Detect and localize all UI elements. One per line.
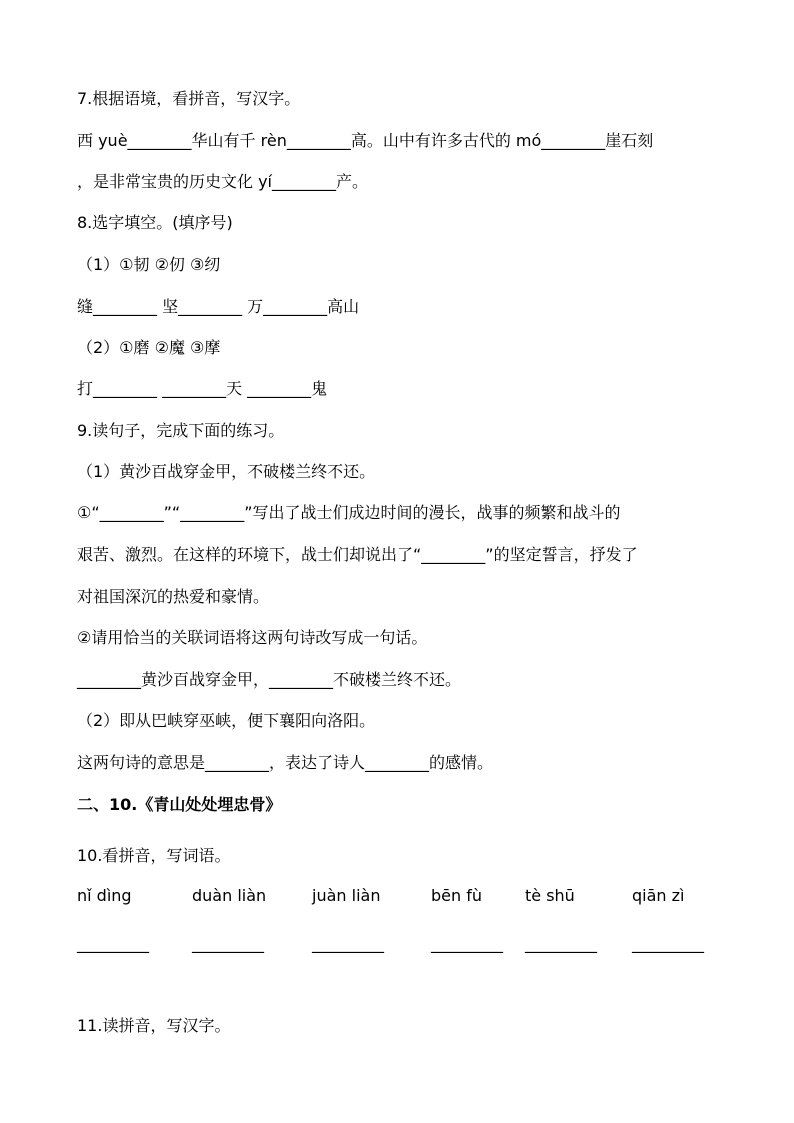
answer-blank[interactable]: _________ [525, 934, 597, 953]
q9-sentence-1: （1）黄沙百战穿金甲，不破楼兰终不还。 [77, 462, 376, 481]
q9-s1-question2: ②请用恰当的关联词语将这两句诗改写成一句话。 [77, 628, 428, 647]
pinyin-item: bēn fù [431, 886, 482, 905]
q8-group2-blanks: 打________ ________天 ________鬼 [77, 379, 328, 398]
q9-s1-question1-line1: ①“________”“________”写出了战士们成边时间的漫长，战事的频繁和战斗的 [77, 503, 621, 522]
q7-line-1: 西 yuè________华山有千 rèn________高。山中有许多古代的 mó________崖石刻 [77, 131, 654, 150]
pinyin-item: tè shū [525, 886, 575, 905]
q9-s1-question2-blank: ________黄沙百战穿金甲，________不破楼兰终不还。 [77, 670, 462, 689]
q10-title: 10.看拼音，写词语。 [77, 846, 231, 865]
pinyin-item: qiān zì [632, 886, 685, 905]
q9-sentence-2: （2）即从巴峡穿巫峡，便下襄阳向洛阳。 [77, 711, 376, 730]
q7-line-2: ，是非常宝贵的历史文化 yí________产。 [77, 172, 369, 191]
q8-group1-blanks: 缝________ 坚________ 万________高山 [77, 297, 360, 316]
q8-group2-options: （2）①磨 ②魔 ③摩 [77, 338, 221, 357]
pinyin-item: duàn liàn [192, 886, 267, 905]
answer-blank[interactable]: _________ [431, 934, 503, 953]
section-2-heading: 二、10.《青山处处埋忠骨》 [77, 795, 282, 814]
q11-title: 11.读拼音，写汉字。 [77, 1016, 231, 1035]
pinyin-item: nǐ dìng [77, 886, 132, 905]
q9-s1-question1-line2: 艰苦、激烈。在这样的环境下，战士们却说出了“________”的坚定誓言，抒发了 [77, 545, 638, 564]
pinyin-item: juàn liàn [312, 886, 381, 905]
answer-blank[interactable]: _________ [312, 934, 384, 953]
q7-title: 7.根据语境，看拼音，写汉字。 [77, 89, 301, 108]
answer-blank[interactable]: _________ [632, 934, 704, 953]
answer-blank[interactable]: _________ [77, 934, 149, 953]
q8-group1-options: （1）①韧 ②仞 ③纫 [77, 255, 221, 274]
q8-title: 8.选字填空。(填序号) [77, 213, 233, 232]
q9-s1-question1-line3: 对祖国深沉的热爱和豪情。 [77, 587, 270, 606]
answer-blank[interactable]: _________ [192, 934, 264, 953]
q9-s2-question: 这两句诗的意思是________，表达了诗人________的感情。 [77, 753, 494, 772]
q9-title: 9.读句子，完成下面的练习。 [77, 421, 285, 440]
